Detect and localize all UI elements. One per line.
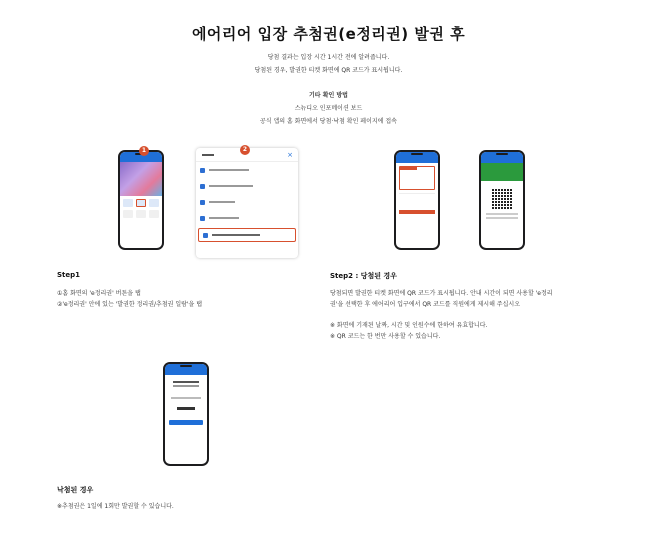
step1-line: ②'e정리권' 안에 있는 '발권한 정리권/추첨권 일람'을 탭 xyxy=(57,301,203,308)
step-badge-2: 2 xyxy=(240,145,250,155)
e-ticket-button[interactable] xyxy=(136,199,146,207)
phone-home-screenshot xyxy=(118,150,164,250)
lose-screen-button[interactable] xyxy=(169,420,203,425)
step2-note: ※ QR 코드는 한 번만 사용할 수 있습니다. xyxy=(330,333,441,340)
step2-line: 당첨되면 발권한 티켓 화면에 QR 코드가 표시됩니다. 안내 시간이 되면 사용할 'e정리 xyxy=(330,290,553,297)
phone-qr-code-screenshot xyxy=(479,150,525,250)
lose-note: ※추첨권은 1일에 1회만 발권할 수 있습니다. xyxy=(57,503,174,510)
step2-instructions xyxy=(330,288,620,342)
step2-title: Step2 : 당첨된 경우 xyxy=(330,272,397,280)
other-methods-title: 기타 확인 방법 xyxy=(309,92,348,99)
step1-title: Step1 xyxy=(57,271,81,279)
step2-note: ※ 화면에 기재된 날짜, 시간 및 인원수에 한하여 유효합니다. xyxy=(330,322,488,329)
step-badge-1: 1 xyxy=(139,146,149,156)
hero-image xyxy=(120,162,162,196)
issued-ticket-list-item[interactable] xyxy=(198,228,296,242)
page-title: 에어리어 입장 추첨권(e정리권) 발권 후 xyxy=(191,25,466,43)
intro-line: 당첨된 경우, 발권한 티켓 화면에 QR 코드가 표시됩니다. xyxy=(254,67,403,74)
qr-code-image xyxy=(492,189,512,209)
other-method-item: 공식 앱의 홈 화면에서 당첨·낙첨 확인 페이지에 접속 xyxy=(260,118,397,125)
close-icon[interactable]: × xyxy=(287,151,293,159)
lose-title: 낙첨된 경우 xyxy=(57,486,94,494)
step2-line: 권'을 선택한 후 에어리어 입구에서 QR 코드를 직원에게 제시해 주십시오 xyxy=(330,301,520,308)
e-ticket-menu-screenshot xyxy=(196,148,298,258)
step1-instructions xyxy=(57,288,317,310)
intro-line: 당첨 결과는 입장 시간 1시간 전에 알려줍니다. xyxy=(267,54,390,61)
intro-section xyxy=(0,51,657,128)
phone-ticket-list-screenshot xyxy=(394,150,440,250)
phone-lose-screenshot xyxy=(163,362,209,466)
other-method-item: 스뉴디오 인포메이션 보드 xyxy=(294,105,363,112)
step1-line: ①홈 화면의 'e정리권' 버튼을 탭 xyxy=(57,290,141,297)
